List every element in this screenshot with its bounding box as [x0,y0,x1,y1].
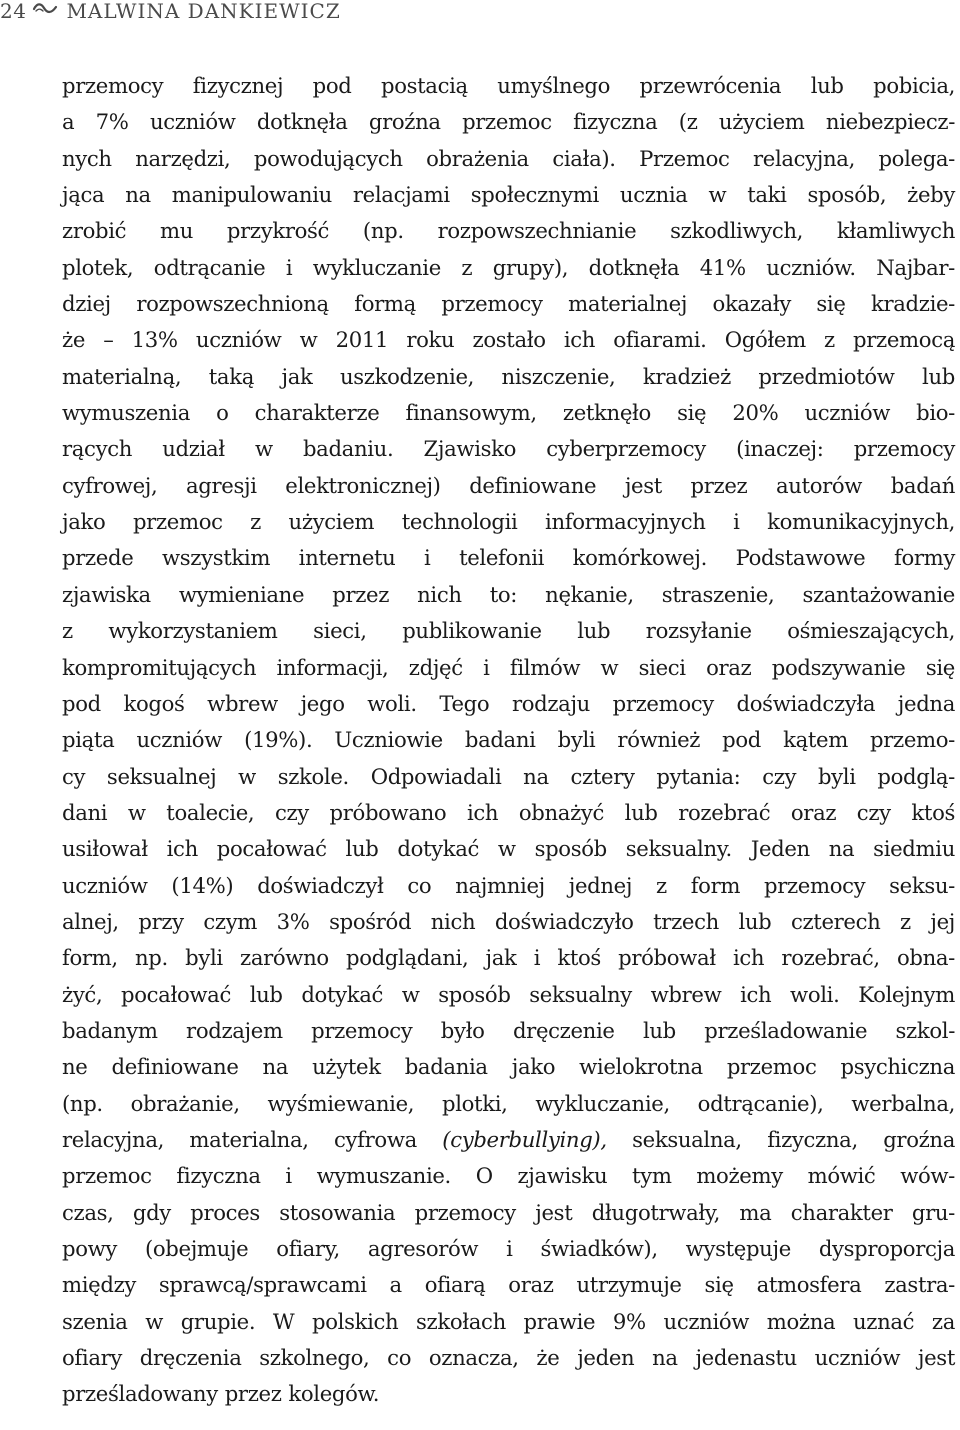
text-line [62,1122,955,1158]
text-line: przemoc fizyczna i wymuszanie. O zjawisku tym możemy mówić wów- [62,1163,955,1189]
text-line: plotek, odtrącanie i wykluczanie z grupy), dotknęła 41% uczniów. Najbar- [62,254,955,280]
text-line: przemocy fizycznej pod postacią umyślnego przewrócenia lub pobicia, [62,73,955,98]
text-line: rących udział w badaniu. Zjawisko cyberprzemocy (inaczej: przemocy [62,436,955,462]
text-line: ne definiowane na użytek badania jako wielokrotna przemoc psychiczna [62,1054,955,1080]
text-line: ofiary dręczenia szkolnego, co oznacza, że jeden na jedenastu uczniów jest [62,1345,955,1371]
text-line: powy (obejmuje ofiary, agresorów i świadków), występuje dysproporcja [62,1236,955,1261]
text-line: piąta uczniów (19%). Uczniowie badani byli również pod kątem przemo- [62,727,955,753]
text-line: czas, gdy proces stosowania przemocy jest długotrwały, ma charakter gru- [62,1199,955,1225]
text-fragment: seksualna, fizyczna, groźna [606,1126,956,1152]
text-line: badanym rodzajem przemocy było dręczenie lub prześladowanie szkol- [62,1017,955,1043]
text-line: cyfrowej, agresji elektronicznej) definiowane jest przez autorów badań [62,472,955,498]
text-line: uczniów (14%) doświadczył co najmniej jednej z form przemocy seksu- [62,872,955,898]
text-line: między sprawcą/sprawcami a ofiarą oraz utrzymuje się atmosfera zastra- [62,1272,955,1298]
text-line: dani w toalecie, czy próbowano ich obnażyć lub rozebrać oraz czy ktoś [62,799,955,825]
swash-ornament-icon [32,0,58,20]
text-line: dziej rozpowszechnioną formą przemocy materialnej okazały się kradzie- [62,291,955,317]
text-line: zrobić mu przykrość (np. rozpowszechnianie szkodliwych, kłamliwych [62,218,955,244]
page-number: 24 [0,0,27,23]
text-line: a 7% uczniów dotknęła groźna przemoc fizyczna (z użyciem niebezpiecz- [62,109,955,135]
text-line: żyć, pocałować lub dotykać w sposób seksualny wbrew ich woli. Kolejnym [62,981,955,1007]
text-line: form, np. byli zarówno podglądani, jak i ktoś próbował ich rozebrać, obna- [62,945,955,971]
body-paragraph [62,68,955,1413]
text-line: że – 13% uczniów w 2011 roku zostało ich ofiarami. Ogółem z przemocą [62,327,955,353]
text-line: cy seksualnej w szkole. Odpowiadali na cztery pytania: czy byli podglą- [62,763,955,789]
text-line: pod kogoś wbrew jego woli. Tego rodzaju przemocy doświadczyła jedna [62,690,955,716]
text-line: zjawiska wymieniane przez nich to: nękanie, straszenie, szantażowanie [62,581,955,607]
text-line: wymuszenia o charakterze finansowym, zetknęło się 20% uczniów bio- [62,400,955,426]
text-line: z wykorzystaniem sieci, publikowanie lub rozsyłanie ośmieszających, [62,618,955,644]
text-line: (np. obrażanie, wyśmiewanie, plotki, wykluczanie, odtrącanie), werbalna, [62,1090,955,1116]
text-line: usiłował ich pocałować lub dotykać w sposób seksualny. Jeden na siedmiu [62,836,955,862]
text-line: materialną, taką jak uszkodzenie, niszczenie, kradzież przedmiotów lub [62,363,955,389]
text-line: szenia w grupie. W polskich szkołach prawie 9% uczniów można uznać za [62,1308,955,1334]
text-line: przede wszystkim internetu i telefonii komórkowej. Podstawowe formy [62,545,955,571]
running-header [0,0,341,30]
text-line: alnej, przy czym 3% spośród nich doświadczyło trzech lub czterech z jej [62,908,955,934]
text-line: nych narzędzi, powodujących obrażenia ciała). Przemoc relacyjna, polega- [62,145,955,171]
text-fragment: relacyjna, materialna, cyfrowa [62,1126,443,1152]
text-line: jako przemoc z użyciem technologii informacyjnych i komunikacyjnych, [62,509,955,535]
text-line: jąca na manipulowaniu relacjami społecznymi ucznia w taki sposób, żeby [62,182,955,208]
text-line: prześladowany przez kolegów. [62,1381,380,1407]
text-line: kompromitujących informacji, zdjęć i filmów w sieci oraz podszywanie się [62,654,955,680]
author-name: MALWINA DANKIEWICZ [66,0,341,23]
italic-term: (cyberbullying), [442,1126,607,1152]
